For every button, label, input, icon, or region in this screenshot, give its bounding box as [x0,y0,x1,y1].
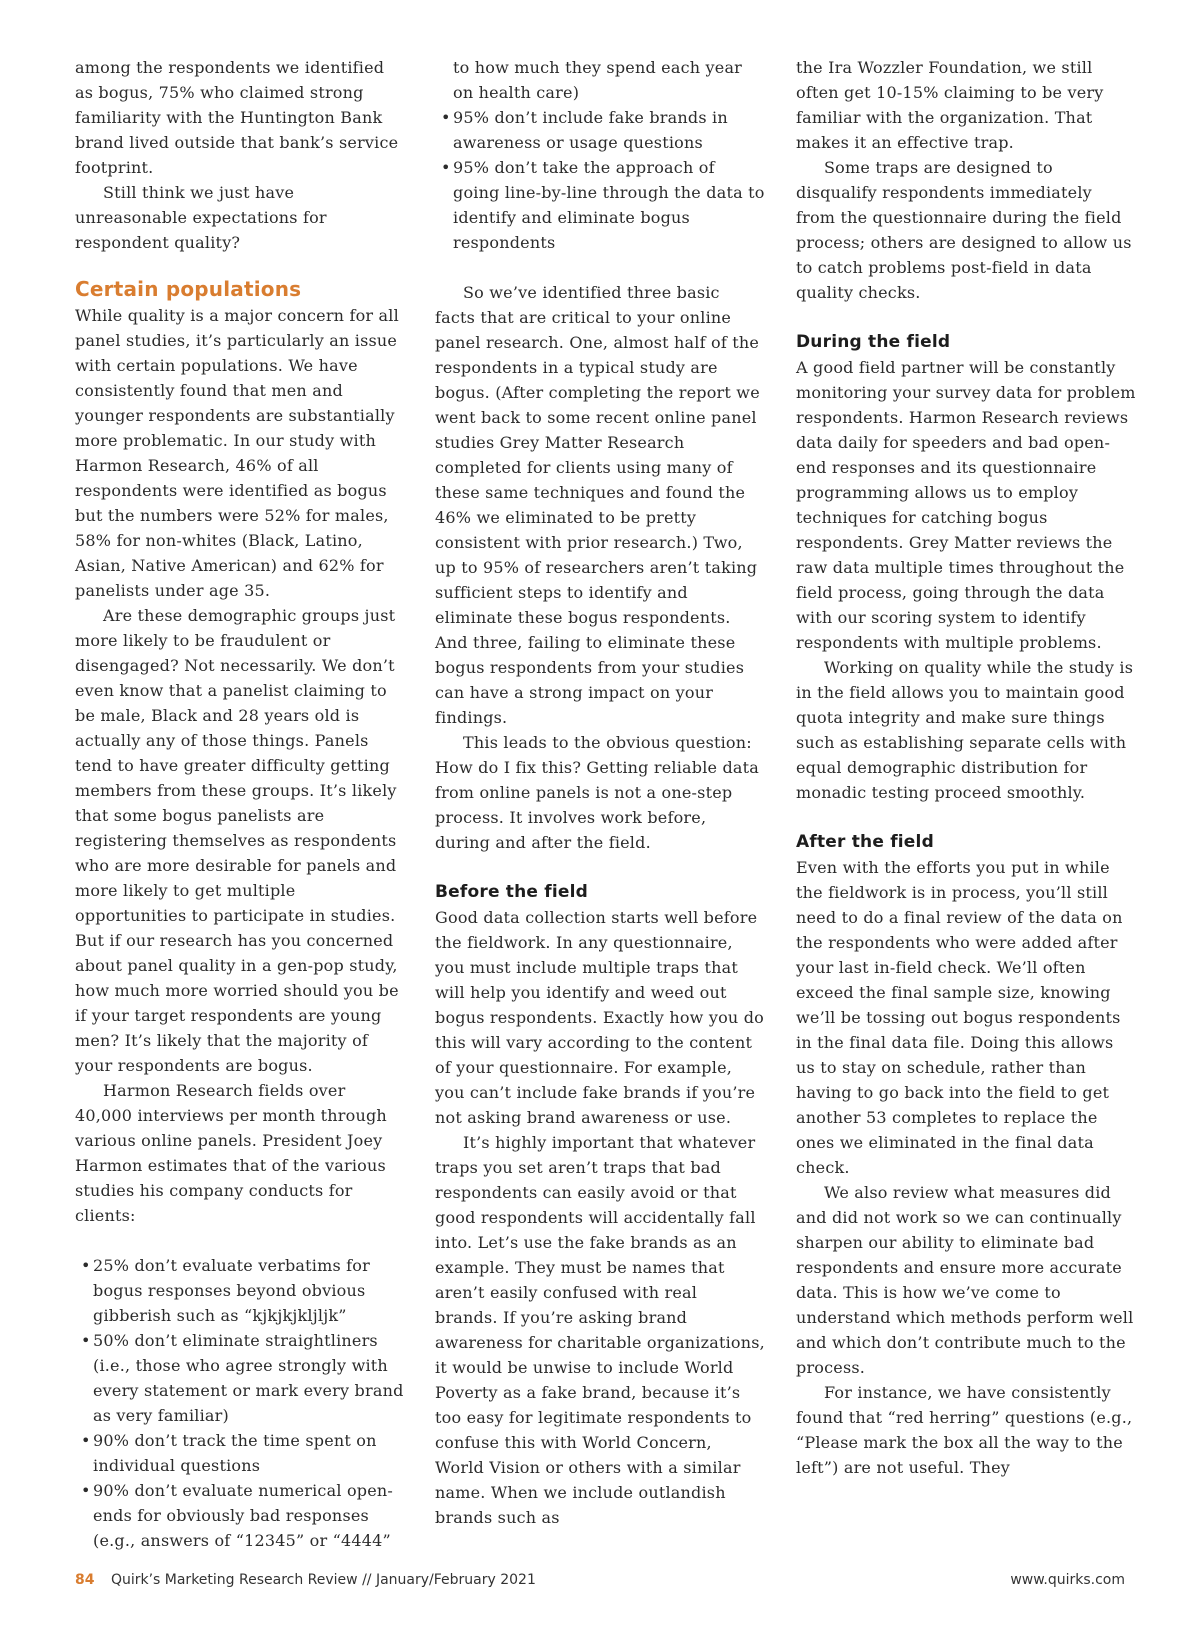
list-item-continued: to how much they spend each year on health care) [453,58,743,102]
paragraph: among the respondents we identified as bogus, 75% who claimed strong familiarity with the Huntington Bank brand lived outside that bank’s service footprint. [75,58,399,177]
paragraph: Are these demographic groups just more likely to be fraudulent or disengaged? Not necessarily. We don’t even know that a panelist claiming to be male, Black and 28 years old is actually any of those things. Panels tend to have greater difficulty getting members from these groups. It’s likely that some bogus panelists are registering themselves as respondents who are more desirable for panels and more likely to get multiple opportunities to participate in studies. But if our research has you concerned about panel quality in a gen-pop study, how much more worried should you be if your target respondents are young men? It’s likely that the majority of your respondents are bogus. [75,606,399,1075]
section-heading-certain-populations: Certain populations [75,277,302,301]
list-item: • 90% don’t evaluate numerical open-ends for obviously bad responses (e.g., answers of “12345” or “4444” [75,1478,405,1553]
column-1 [75,55,405,1553]
page-footer [75,1572,1125,1594]
paragraph: For instance, we have consistently found that “red herring” questions (e.g., “Please mark the box all the way to the left”) are not useful. They [796,1383,1133,1477]
subheading-after-the-field: After the field [796,832,934,852]
column-2 [435,55,765,1530]
list-item: • 95% don’t include fake brands in awareness or usage questions [435,105,765,155]
subheading-during-the-field: During the field [796,332,951,352]
paragraph: the Ira Wozzler Foundation, we still often get 10-15% claiming to be very familiar with the organization. That makes it an effective trap. [796,58,1104,152]
paragraph: A good field partner will be constantly monitoring your survey data for problem respondents. Harmon Research reviews data daily for speeders and bad open-end responses and its questionnaire programming allows us to employ techniques for catching bogus respondents. Grey Matter reviews the raw data multiple times throughout the field process, going through the data with our scoring system to identify respondents with multiple problems. [796,358,1136,652]
bullet-list [435,55,765,255]
paragraph: It’s highly important that whatever traps you set aren’t traps that bad respondents can easily avoid or that good respondents will accidentally fall into. Let’s use the fake brands as an example. They must be names that aren’t easily confused with real brands. If you’re asking brand awareness for charitable organizations, it would be unwise to include World Poverty as a fake brand, because it’s too easy for legitimate respondents to confuse this with World Concern, World Vision or others with a similar name. When we include outlandish brands such as [435,1133,765,1527]
paragraph: Some traps are designed to disqualify respondents immediately from the questionnaire during the field process; others are designed to allow us to catch problems post-field in data quality checks. [796,158,1132,302]
website-url[interactable]: www.quirks.com [1010,1572,1125,1588]
publication-title: Quirk’s Marketing Research Review // January/February 2021 [110,1572,536,1588]
subheading-before-the-field: Before the field [435,882,589,902]
list-item: • 25% don’t evaluate verbatims for bogus responses beyond obvious gibberish such as “kjkjkjkljljk” [75,1253,405,1328]
list-item: • 95% don’t take the approach of going line-by-line through the data to identify and eliminate bogus respondents [435,155,765,255]
page-number: 84 [75,1572,95,1588]
paragraph: Even with the efforts you put in while the fieldwork is in process, you’ll still need to do a final review of the data on the respondents who were added after your last in-field check. We’ll often exceed the final sample size, knowing we’ll be tossing out bogus respondents in the final data file. Doing this allows us to stay on schedule, rather than having to go back into the field to get another 53 completes to replace the ones we eliminated in the final data check. [796,858,1123,1177]
bullet-icon: • [81,1256,91,1275]
paragraph: Still think we just have unreasonable expectations for respondent quality? [75,183,327,252]
list-item: • 90% don’t track the time spent on individual questions [75,1428,405,1478]
bullet-icon: • [81,1431,91,1450]
paragraph: So we’ve identified three basic facts that are critical to your online panel research. One, almost half of the respondents in a typical study are bogus. (After completing the report we went back to some recent online panel studies Grey Matter Research completed for clients using many of these same techniques and found the 46% we eliminated to be pretty consistent with prior research.) Two, up to 95% of researchers aren’t taking sufficient steps to identify and eliminate these bogus respondents. And three, failing to eliminate these bogus respondents from your studies can have a strong impact on your findings. [435,283,760,727]
bullet-icon: • [81,1481,91,1500]
list-item: • 50% don’t eliminate straightliners (i.e., those who agree strongly with every statement or mark every brand as very familiar) [75,1328,405,1428]
paragraph: Harmon Research fields over 40,000 interviews per month through various online panels. President Joey Harmon estimates that of the various studies his company conducts for clients: [75,1081,387,1225]
paragraph: This leads to the obvious question: How do I fix this? Getting reliable data from online panels is not a one-step process. It involves work before, during and after the field. [435,733,760,852]
paragraph: Working on quality while the study is in the field allows you to maintain good quota integrity and make sure things such as establishing separate cells with equal demographic distribution for monadic testing proceed smoothly. [796,658,1134,802]
bullet-icon: • [441,158,451,177]
column-3 [796,55,1136,1480]
bullet-icon: • [441,108,451,127]
paragraph: We also review what measures did and did not work so we can continually sharpen our ability to eliminate bad respondents and ensure more accurate data. This is how we’ve come to understand which methods perform well and which don’t contribute much to the process. [796,1183,1134,1377]
paragraph: Good data collection starts well before the fieldwork. In any questionnaire, you must include multiple traps that will help you identify and weed out bogus respondents. Exactly how you do this will vary according to the content of your questionnaire. For example, you can’t include fake brands if you’re not asking brand awareness or use. [435,908,764,1127]
paragraph: While quality is a major concern for all panel studies, it’s particularly an issue with certain populations. We have consistently found that men and younger respondents are substantially more problematic. In our study with Harmon Research, 46% of all respondents were identified as bogus but the numbers were 52% for males, 58% for non-whites (Black, Latino, Asian, Native American) and 62% for panelists under age 35. [75,306,399,600]
bullet-list [75,1253,405,1553]
bullet-icon: • [81,1331,91,1350]
